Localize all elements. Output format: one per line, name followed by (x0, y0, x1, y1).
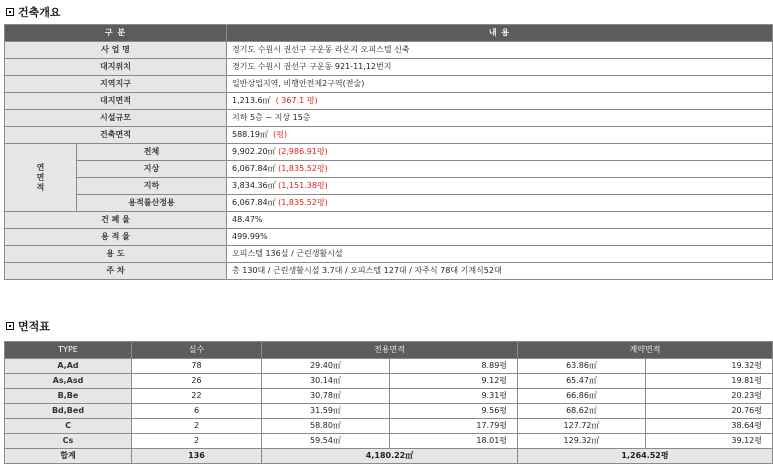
row-label: 용 도 (5, 246, 227, 263)
cell-type: Bd,Bed (5, 404, 132, 419)
row-value: 48.47% (227, 212, 773, 229)
table-row (5, 389, 773, 404)
row-value: 경기도 수원시 권선구 구운동 라온지 오피스텔 신축 (227, 42, 773, 59)
cell-units: 26 (132, 374, 262, 389)
value-text: 6,067.84㎡ (232, 164, 276, 173)
cell-type: B,Be (5, 389, 132, 404)
value-text: 588.19㎡ (232, 130, 268, 139)
pyeong-note: (1,151.38평) (278, 181, 328, 190)
cell-exclusive-m2: 30.78㎡ (262, 389, 390, 404)
row-label: 지하 (77, 178, 227, 195)
table-row (5, 59, 773, 76)
total-exclusive: 4,180.22㎡ (262, 449, 518, 464)
cell-exclusive-py: 9.31평 (390, 389, 518, 404)
building-overview-table (4, 24, 773, 280)
total-row (5, 449, 773, 464)
table-row (5, 212, 773, 229)
cell-units: 6 (132, 404, 262, 419)
section-title-text: 면적표 (18, 320, 50, 333)
row-label: 용 적 율 (5, 229, 227, 246)
row-value: 총 130대 / 근린생활시설 3.7대 / 오피스텔 127대 / 자주식 78대 기계식52대 (227, 263, 773, 280)
cell-contract-py: 19.81평 (646, 374, 773, 389)
table-row (5, 404, 773, 419)
section-title-area-table (6, 318, 50, 334)
table-row (5, 42, 773, 59)
row-label: 대지위치 (5, 59, 227, 76)
table-row (5, 144, 773, 161)
row-value: 지하 5층 ~ 지상 15층 (227, 110, 773, 127)
cell-contract-m2: 65.47㎡ (518, 374, 646, 389)
row-value (227, 178, 773, 195)
cell-contract-m2: 127.72㎡ (518, 419, 646, 434)
table-row (5, 246, 773, 263)
row-value (227, 93, 773, 110)
row-value: 경기도 수원시 권선구 구운동 921-11,12번지 (227, 59, 773, 76)
value-text: 1,213.6㎡ (232, 96, 271, 105)
total-label: 합계 (5, 449, 132, 464)
row-value (227, 161, 773, 178)
table-row (5, 76, 773, 93)
pyeong-note: ( 367.1 평) (275, 96, 318, 105)
pyeong-note: (1,835.52평) (278, 198, 328, 207)
table-row (5, 195, 773, 212)
cell-exclusive-py: 8.89평 (390, 359, 518, 374)
area-table (4, 341, 773, 464)
row-label: 건축면적 (5, 127, 227, 144)
cell-exclusive-m2: 58.80㎡ (262, 419, 390, 434)
table-row (5, 359, 773, 374)
cell-units: 22 (132, 389, 262, 404)
value-text: 9,902.20㎡ (232, 147, 276, 156)
row-label: 지상 (77, 161, 227, 178)
header-contract-area: 계약면적 (518, 342, 773, 359)
table-row (5, 263, 773, 280)
row-value (227, 195, 773, 212)
cell-units: 2 (132, 419, 262, 434)
row-label: 전체 (77, 144, 227, 161)
row-label: 시설규모 (5, 110, 227, 127)
pyeong-note: (평) (273, 130, 288, 139)
header-category: 구 분 (5, 25, 227, 42)
cell-contract-py: 19.32평 (646, 359, 773, 374)
cell-contract-py: 20.76평 (646, 404, 773, 419)
cell-contract-m2: 68.62㎡ (518, 404, 646, 419)
table-row (5, 229, 773, 246)
total-contract: 1,264.52평 (518, 449, 773, 464)
table-row (5, 178, 773, 195)
square-bullet-icon (6, 322, 14, 330)
cell-exclusive-py: 9.12평 (390, 374, 518, 389)
table-row (5, 127, 773, 144)
header-content: 내 용 (227, 25, 773, 42)
cell-exclusive-m2: 29.40㎡ (262, 359, 390, 374)
table-row (5, 419, 773, 434)
cell-exclusive-py: 18.01평 (390, 434, 518, 449)
row-label: 주 차 (5, 263, 227, 280)
square-bullet-icon (6, 8, 14, 16)
cell-type: A,Ad (5, 359, 132, 374)
header-exclusive-area: 전용면적 (262, 342, 518, 359)
header-units: 실수 (132, 342, 262, 359)
value-text: 6,067.84㎡ (232, 198, 276, 207)
table-row (5, 161, 773, 178)
row-label: 용적률산정용 (77, 195, 227, 212)
cell-type: Cs (5, 434, 132, 449)
cell-contract-py: 39.12평 (646, 434, 773, 449)
cell-type: C (5, 419, 132, 434)
pyeong-note: (1,835.52평) (278, 164, 328, 173)
cell-units: 78 (132, 359, 262, 374)
cell-exclusive-m2: 30.14㎡ (262, 374, 390, 389)
cell-exclusive-m2: 31.59㎡ (262, 404, 390, 419)
row-value (227, 127, 773, 144)
cell-contract-py: 20.23평 (646, 389, 773, 404)
row-value: 오피스텔 136실 / 근린생활시설 (227, 246, 773, 263)
row-value: 499.99% (227, 229, 773, 246)
section-title-text: 건축개요 (18, 6, 61, 19)
row-label: 사 업 명 (5, 42, 227, 59)
row-label: 건 폐 율 (5, 212, 227, 229)
cell-type: As,Asd (5, 374, 132, 389)
total-units: 136 (132, 449, 262, 464)
row-value: 일반상업지역, 비행안전제2구역(전술) (227, 76, 773, 93)
pyeong-note: (2,986.91평) (278, 147, 328, 156)
table-row (5, 110, 773, 127)
header-type: TYPE (5, 342, 132, 359)
cell-exclusive-py: 17.79평 (390, 419, 518, 434)
cell-contract-m2: 63.86㎡ (518, 359, 646, 374)
table-row (5, 374, 773, 389)
floor-area-label: 연 면 적 (5, 144, 77, 212)
cell-contract-m2: 66.86㎡ (518, 389, 646, 404)
cell-units: 2 (132, 434, 262, 449)
table-row (5, 434, 773, 449)
row-value (227, 144, 773, 161)
table-row (5, 93, 773, 110)
cell-exclusive-py: 9.56평 (390, 404, 518, 419)
row-label: 지역지구 (5, 76, 227, 93)
value-text: 3,834.36㎡ (232, 181, 276, 190)
cell-contract-m2: 129.32㎡ (518, 434, 646, 449)
row-label: 대지면적 (5, 93, 227, 110)
section-title-building-overview (6, 4, 61, 20)
cell-exclusive-m2: 59.54㎡ (262, 434, 390, 449)
cell-contract-py: 38.64평 (646, 419, 773, 434)
